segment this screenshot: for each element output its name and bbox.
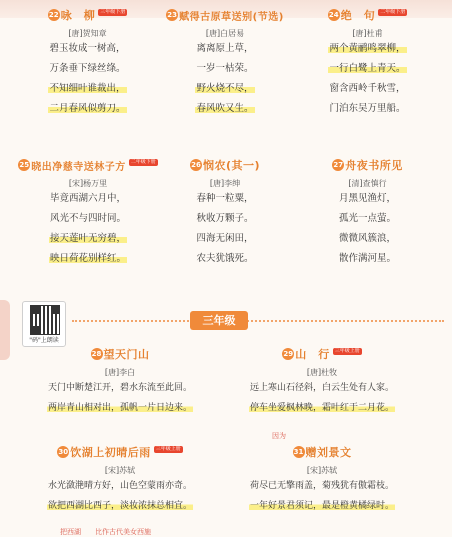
qr-code-icon[interactable] <box>30 305 60 335</box>
annotation-note: 因为 <box>272 432 286 440</box>
grade-tag: 二年级下册 <box>380 8 406 15</box>
poem-line: 微微风簇浪， <box>338 233 396 244</box>
poem-number-badge: 30 <box>58 448 69 456</box>
poem-author: [唐]杜牧 <box>306 368 338 377</box>
poem-line: 孤光一点萤。 <box>338 213 396 224</box>
poem-number-badge: 25 <box>19 161 30 169</box>
poem-number-badge: 27 <box>333 161 344 169</box>
annotation-note: 把西湖 比作古代美女西施 <box>60 528 151 536</box>
poem-line: 离离原上草， <box>196 43 254 54</box>
poem-line: 散作满河星。 <box>338 253 396 264</box>
poem-number-badge: 22 <box>48 11 59 19</box>
poem-number-badge: 26 <box>191 161 201 169</box>
poem-line: 农夫犹饿死。 <box>196 253 254 264</box>
poem-yong-liu <box>25 7 150 120</box>
grade-banner: 三年级 <box>190 311 248 330</box>
poem-line: 水光潋滟晴方好，山色空蒙雨亦奇。 <box>47 481 192 491</box>
grade-tag: 三年级上册 <box>155 445 181 452</box>
poem-line-highlighted: 一行白鹭上青天。 <box>329 63 406 74</box>
poem-number-badge: 23 <box>167 11 178 19</box>
poem-author: [唐]白居易 <box>205 29 245 38</box>
section-divider <box>72 320 444 322</box>
poem-author: [唐]李白 <box>104 368 136 377</box>
poem-line: 秋收万颗子。 <box>196 213 254 224</box>
poem-line-highlighted: 接天莲叶无穷碧， <box>49 233 126 244</box>
poem-author: [宋]杨万里 <box>68 179 108 188</box>
poem-line-highlighted: 欲把西湖比西子，淡妆浓抹总相宜。 <box>47 501 192 511</box>
qr-code-card[interactable] <box>22 301 66 347</box>
poem-number-badge: 29 <box>283 350 294 358</box>
poem-title: 饮湖上初晴后雨 <box>70 446 151 459</box>
poem-title: 咏 柳 <box>60 9 96 22</box>
poem-line: 门泊东吴万里船。 <box>329 103 406 114</box>
poem-jue-ju <box>300 7 435 120</box>
poem-title: 晓出净慈寺送林子方 <box>31 161 126 173</box>
poem-line-highlighted: 不知细叶谁裁出， <box>49 83 126 94</box>
poem-title: 山 行 <box>295 348 330 361</box>
poem-shan-xing <box>232 346 412 419</box>
poem-line: 万条垂下绿丝绦。 <box>49 63 126 74</box>
poem-zhou-ye <box>300 157 435 270</box>
poem-line: 月黑见渔灯， <box>338 193 396 204</box>
poem-line-highlighted: 停车坐爱枫林晚，霜叶红于二月花。 <box>249 403 394 413</box>
poem-author: [宋]苏轼 <box>104 466 136 475</box>
grade-tag: 二年级下册 <box>130 158 156 165</box>
poem-line: 荷尽已无擎雨盖，菊残犹有傲霜枝。 <box>249 481 394 491</box>
poem-line: 天门中断楚江开，碧水东流至此回。 <box>47 383 192 393</box>
poem-line: 四海无闲田， <box>196 233 254 244</box>
poem-number-badge: 28 <box>91 350 102 358</box>
poem-line: 窗含西岭千秋雪， <box>329 83 406 94</box>
poem-title: 赠刘景文 <box>305 446 352 459</box>
poem-zeng-liu-jing-wen <box>232 444 412 517</box>
poem-line: 碧玉妆成一树高， <box>49 43 126 54</box>
poem-wang-tian-men-shan <box>30 346 210 419</box>
left-accent-decoration <box>0 300 10 360</box>
poem-yin-hu-shang <box>30 444 210 517</box>
poem-title: 望天门山 <box>103 348 150 361</box>
poem-line-highlighted: 两岸青山相对出，孤帆一片日边来。 <box>47 403 192 413</box>
poem-author: [唐]贺知章 <box>68 29 107 38</box>
poem-line-highlighted: 一年好景君须记，最是橙黄橘绿时。 <box>249 501 394 511</box>
poem-line-highlighted: 春风吹又生。 <box>196 103 254 114</box>
poem-title: 舟夜书所见 <box>345 159 403 172</box>
poem-cao <box>160 7 290 120</box>
qr-label: "码"上朗读 <box>29 337 59 344</box>
poem-line: 远上寒山石径斜，白云生处有人家。 <box>249 383 394 393</box>
poem-line-highlighted: 野火烧不尽， <box>196 83 254 94</box>
poem-line-highlighted: 二月春风似剪刀。 <box>49 103 126 114</box>
poem-line-highlighted: 两个黄鹂鸣翠柳， <box>329 43 406 54</box>
poem-author: [唐]杜甫 <box>352 29 383 38</box>
poem-min-nong <box>160 157 290 270</box>
grade-tag: 三年级上册 <box>334 347 360 354</box>
poem-line: 风光不与四时同。 <box>49 213 126 224</box>
poem-author: [清]查慎行 <box>348 179 387 188</box>
poem-number-badge: 24 <box>328 11 339 19</box>
poem-title: 绝 句 <box>340 9 376 22</box>
poem-number-badge: 31 <box>293 448 304 456</box>
poem-xiao-chu <box>18 157 158 270</box>
poem-line: 毕竟西湖六月中， <box>49 193 126 204</box>
poem-line-highlighted: 映日荷花别样红。 <box>49 253 126 264</box>
grade-tag: 三年级下册 <box>100 8 126 15</box>
poem-title: 赋得古原草送别(节选) <box>179 11 284 23</box>
poem-line: 春种一粒粟， <box>196 193 254 204</box>
poem-author: [宋]苏轼 <box>306 466 338 475</box>
poem-title: 悯农(其一) <box>202 159 261 172</box>
poem-author: [唐]李绅 <box>209 179 241 188</box>
poem-line: 一岁一枯荣。 <box>196 63 254 74</box>
